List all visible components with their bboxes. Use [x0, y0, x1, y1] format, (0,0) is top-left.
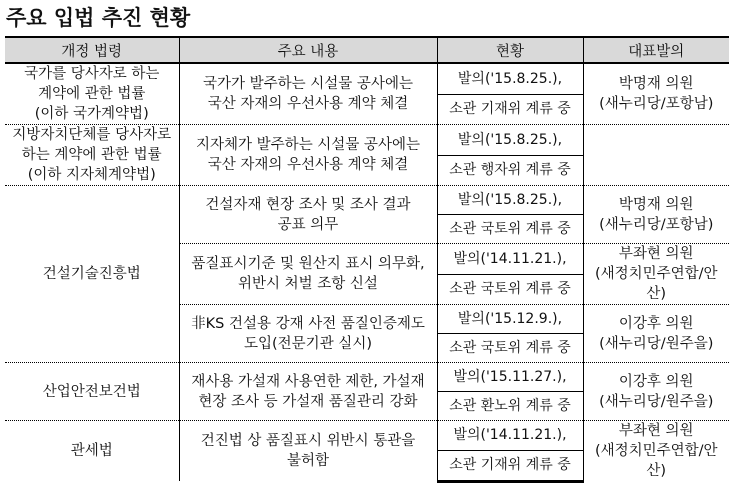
table-row [5, 421, 729, 451]
status-proposed: 발의('15.8.25.), [437, 186, 583, 215]
status-proposed: 발의('14.11.21.), [437, 421, 583, 451]
legislation-table [5, 36, 729, 483]
proposer-cell: 이강후 의원 (새누리당/원주을) [583, 305, 729, 363]
status-pending: 소관 행자위 계류 중 [437, 155, 583, 186]
status-pending: 소관 국토위 계류 중 [437, 274, 583, 305]
content-cell: 건설자재 현장 조사 및 조사 결과 공표 의무 [179, 186, 437, 244]
status-proposed: 발의('14.11.21.), [437, 244, 583, 275]
table-row [5, 125, 729, 156]
law-cell: 산업안전보건법 [5, 363, 179, 421]
status-pending: 소관 기재위 계류 중 [437, 450, 583, 481]
status-pending: 소관 기재위 계류 중 [437, 94, 583, 125]
law-cell: 국가를 당사자로 하는 계약에 관한 법률 (이하 국가계약법) [5, 63, 179, 125]
page-title: 주요 입법 추진 현황 [6, 6, 191, 30]
header-proposer: 대표발의 [583, 37, 729, 63]
status-proposed: 발의('15.12.9.), [437, 305, 583, 334]
proposer-cell-empty [583, 125, 729, 186]
status-pending: 소관 환노위 계류 중 [437, 392, 583, 421]
content-cell: 非KS 건설용 강재 사전 품질인증제도 도입(전문기관 실시) [179, 305, 437, 363]
content-cell: 국가가 발주하는 시설물 공사에는 국산 자재의 우선사용 계약 체결 [179, 63, 437, 125]
content-cell: 지자체가 발주하는 시설물 공사에는 국산 자재의 우선사용 계약 체결 [179, 125, 437, 186]
content-cell: 재사용 가설재 사용연한 제한, 가설재 현장 조사 등 가설재 품질관리 강화 [179, 363, 437, 421]
status-proposed: 발의('15.8.25.), [437, 125, 583, 156]
status-proposed: 발의('15.8.25.), [437, 63, 583, 94]
proposer-cell: 박명재 의원 (새누리당/포항남) [583, 63, 729, 125]
content-cell: 건진법 상 품질표시 위반시 통관을 불허함 [179, 421, 437, 482]
table-header-row [5, 37, 729, 63]
proposer-cell: 부좌현 의원 (새정치민주연합/안산) [583, 421, 729, 482]
table-row [5, 63, 729, 94]
law-cell: 건설기술진흥법 [5, 186, 179, 363]
proposer-cell: 박명재 의원 (새누리당/포항남) [583, 186, 729, 244]
proposer-cell: 부좌현 의원 (새정치민주연합/안산) [583, 244, 729, 305]
proposer-cell: 이강후 의원 (새누리당/원주을) [583, 363, 729, 421]
law-cell: 관세법 [5, 421, 179, 482]
status-pending: 소관 국토위 계류 중 [437, 215, 583, 244]
header-law: 개정 법령 [5, 37, 179, 63]
content-cell: 품질표시기준 및 원산지 표시 의무화, 위반시 처벌 조항 신설 [179, 244, 437, 305]
table-row [5, 363, 729, 392]
status-proposed: 발의('15.11.27.), [437, 363, 583, 392]
table-row [5, 186, 729, 215]
law-cell: 지방자치단체를 당사자로 하는 계약에 관한 법률 (이하 지자체계약법) [5, 125, 179, 186]
header-content: 주요 내용 [179, 37, 437, 63]
status-pending: 소관 국토위 계류 중 [437, 334, 583, 363]
header-status: 현황 [437, 37, 583, 63]
